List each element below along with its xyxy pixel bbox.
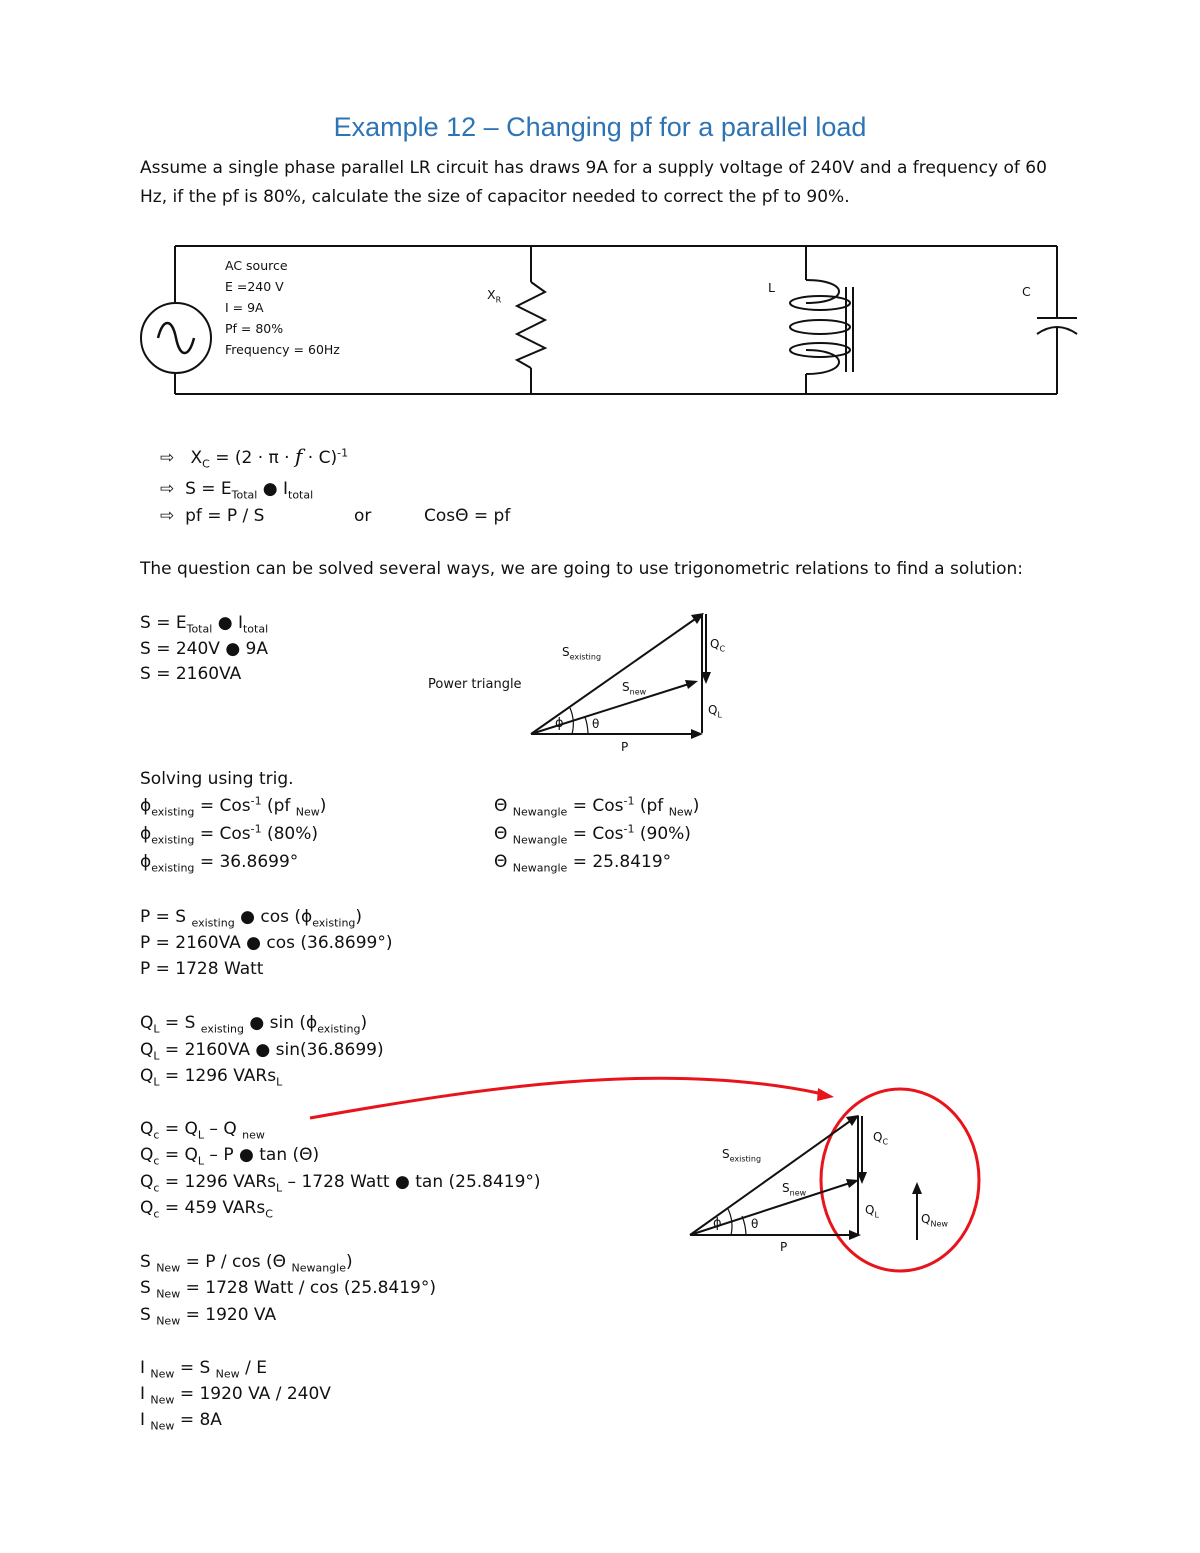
tri1-s-new-label: $S_{new}$ <box>622 680 647 697</box>
source-voltage: E =240 V <box>225 279 284 294</box>
snew-calc-line1: S $_{New}$ = P / cos (Θ $_{Newangle}$) <box>140 1252 353 1275</box>
s-calc-line1: $S = E_{Total}$ ● $I_{total}$ <box>140 613 269 636</box>
capacitor-label: C <box>1022 284 1031 299</box>
s-calc-line2: S = 240V ● 9A <box>140 639 269 659</box>
intro-text: The question can be solved several ways, we are going to use trigonometric relations to find a solution: <box>140 559 1024 579</box>
phi-line1: $\phi_{existing} = Cos^{-1}$ (pf $_{New}$) <box>140 794 327 819</box>
snew-calc-line3: S $_{New}$ = 1920 VA <box>140 1305 277 1328</box>
p-calc-line3: P = 1728 Watt <box>140 959 264 979</box>
inew-calc-line2: I $_{New}$ = 1920 VA / 240V <box>140 1384 331 1407</box>
tri1-s-existing-label: $S_{existing}$ <box>562 645 602 662</box>
formula-or: or <box>354 506 372 526</box>
inew-calc-line3: I $_{New}$ = 8A <box>140 1410 222 1433</box>
formula-cos-theta: CosΘ = pf <box>424 506 511 526</box>
inew-calc-line1: I $_{New}$ = S $_{New}$ / E <box>140 1358 267 1381</box>
trig-heading: Solving using trig. <box>140 769 294 789</box>
phi-line2: $\phi_{existing} = Cos^{-1}$ (80%) <box>140 822 319 847</box>
red-annotation-arrow <box>310 1078 818 1118</box>
tri1-phi-label: ϕ <box>555 716 564 731</box>
ql-calc-line2: $Q_L = 2160VA$ ● sin(36.8699) <box>140 1040 384 1063</box>
tri2-ql-label: $Q_L$ <box>865 1203 879 1220</box>
formula-apparent-power: ⇨ $S = E_{Total}$ ● $I_{total}$ <box>160 479 314 502</box>
tri2-s-new-label: $S_{new}$ <box>782 1181 807 1198</box>
p-calc-line2: P = 2160VA ● cos (36.8699°) <box>140 933 393 953</box>
source-pf: Pf = 80% <box>225 321 284 336</box>
phi-line3: $\phi_{existing} = 36.8699^\circ$ <box>140 852 299 875</box>
tri1-theta-label: θ <box>592 717 600 731</box>
inductor-label: L <box>768 280 775 295</box>
tri2-phi-label: ϕ <box>713 1216 722 1231</box>
snew-calc-line2: S $_{New}$ = 1728 Watt / cos (25.8419°) <box>140 1278 436 1301</box>
source-label: AC source <box>225 258 288 273</box>
tri2-s-existing-label: $S_{existing}$ <box>722 1147 762 1164</box>
arrow-bullet-icon: ⇨ <box>160 479 175 499</box>
s-calc-line3: S = 2160VA <box>140 664 242 684</box>
p-calc-line1: P = S $_{existing}$ ● $\cos (\phi_{existing})$ <box>140 907 363 930</box>
source-current: I = 9A <box>225 300 264 315</box>
theta-line2: Θ $_{Newangle}$ = Cos$^{-1}$ (90%) <box>494 822 691 847</box>
theta-line1: Θ $_{Newangle}$ = Cos$^{-1}$ (pf $_{New}$) <box>494 794 700 819</box>
theta-line3: Θ $_{Newangle}$ = 25.8419° <box>494 852 672 875</box>
qc-calc-line4: $Q_c = 459$ VARs$_C$ <box>140 1198 273 1221</box>
tri1-p-label: P <box>621 740 629 754</box>
source-frequency: Frequency = 60Hz <box>225 342 340 357</box>
tri1-qc-label: $Q_C$ <box>710 637 726 654</box>
resistor-label: $X_R$ <box>487 287 502 305</box>
tri2-qnew-label: $Q_{New}$ <box>921 1212 948 1229</box>
qc-calc-line1: $Q_c = Q_L - Q$ $_{new}$ <box>140 1119 265 1142</box>
problem-statement: Assume a single phase parallel LR circuit has draws 9A for a supply voltage of 240V and a frequency of 60 Hz, if the pf is 80%, calculate the size of capacitor needed to correct the pf to 90%. <box>140 158 1047 207</box>
red-annotation-circle <box>821 1089 979 1271</box>
arrow-bullet-icon: ⇨ <box>160 448 175 468</box>
arrow-bullet-icon: ⇨ <box>160 506 175 526</box>
formula-reactance: ⇨ $X_C = (2 \cdot \pi \cdot f \cdot C)^{-1}$ <box>160 444 349 471</box>
page-title: Example 12 – Changing pf for a parallel load <box>333 112 867 142</box>
ql-calc-line3: $Q_L = 1296$ VARs$_L$ <box>140 1066 283 1089</box>
ql-calc-line1: $Q_L = S$ $_{existing}$ ● $\sin (\phi_{existing})$ <box>140 1013 368 1036</box>
qc-calc-line2: $Q_c = Q_L - P$ ● tan (Θ) <box>140 1145 320 1168</box>
tri1-ql-label: $Q_L$ <box>708 703 722 720</box>
qc-calc-line3: $Q_c = 1296$ VARs$_L$ – 1728 Watt ● tan (25.8419°) <box>140 1172 541 1195</box>
tri1-caption: Power triangle <box>428 677 522 692</box>
tri2-qc-label: $Q_C$ <box>873 1130 889 1147</box>
tri2-theta-label: θ <box>751 1217 759 1231</box>
formula-power-factor: ⇨ pf = P / S <box>160 506 265 526</box>
tri2-p-label: P <box>780 1240 788 1254</box>
